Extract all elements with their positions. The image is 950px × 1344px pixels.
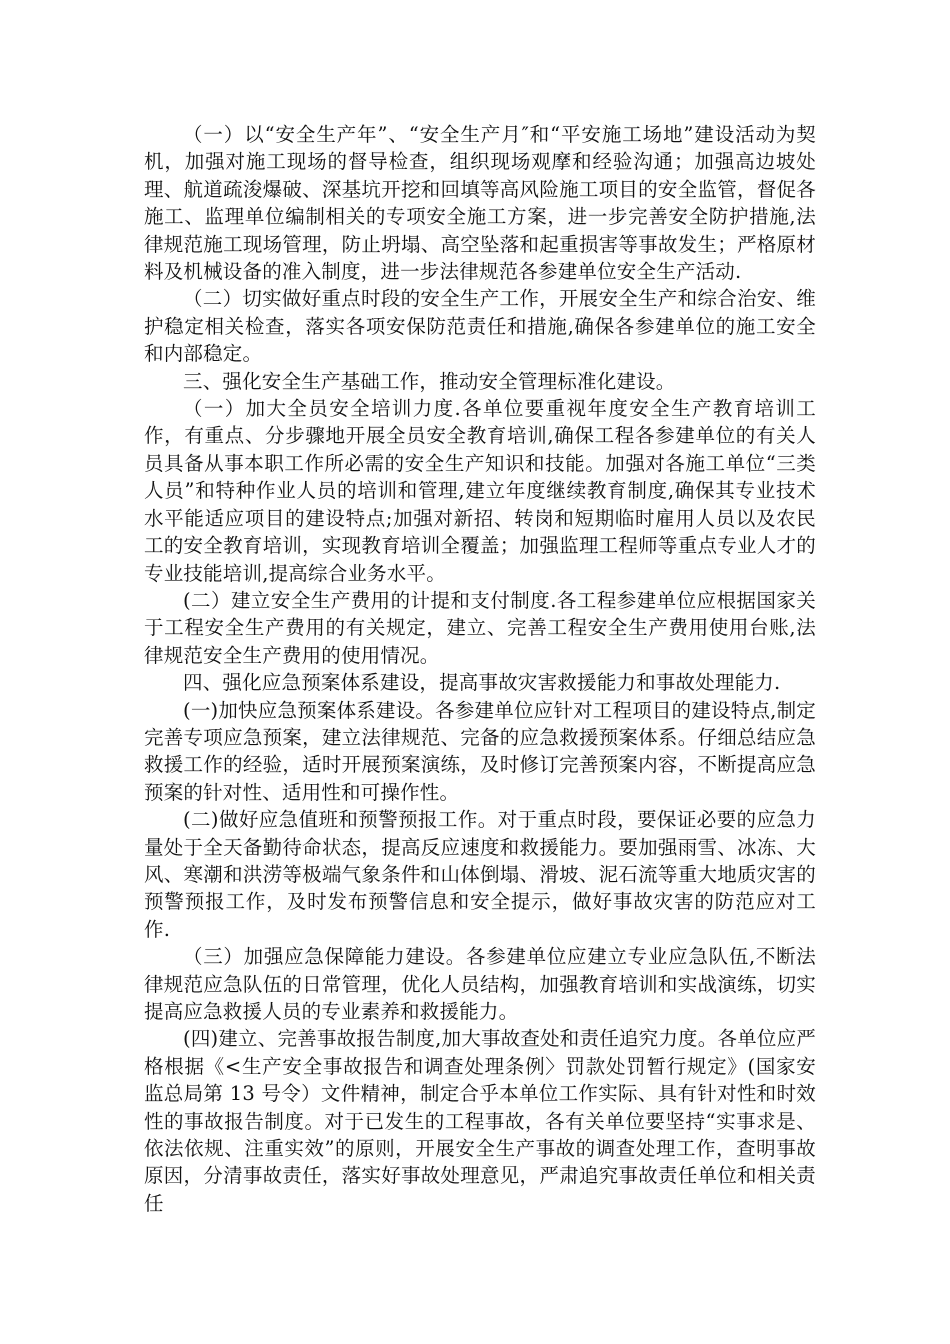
- paragraph-9: （三）加强应急保障能力建设。各参建单位应建立专业应急队伍,不断法律规范应急队伍的日常管理，优化人员结构，加强教育培训和实战演练，切实提高应急救援人员的专业素养和救援能力。: [144, 945, 816, 1023]
- paragraph-7: (一)加快应急预案体系建设。各参建单位应针对工程项目的建设特点,制定完善专项应急预案，建立法律规范、完备的应急救援预案体系。仔细总结应急救援工作的经验，适时开展预案演练，及时修订完善预案内容，不断提高应急预案的针对性、适用性和可操作性。: [144, 698, 816, 804]
- paragraph-4: （一）加大全员安全培训力度.各单位要重视年度安全生产教育培训工作，有重点、分步骤地开展全员安全教育培训,确保工程各参建单位的有关人员具备从事本职工作所必需的安全生产知识和技能。加强对各施工单位“三类人员”和特种作业人员的培训和管理,建立年度继续教育制度,确保其专业技术水平能适应项目的建设特点;加强对新招、转岗和短期临时雇用人员以及农民工的安全教育培训，实现教育培训全覆盖；加强监理工程师等重点专业人才的专业技能培训,提高综合业务水平。: [144, 397, 816, 585]
- paragraph-8: (二)做好应急值班和预警预报工作。对于重点时段，要保证必要的应急力量处于全天备勤待命状态，提高反应速度和救援能力。要加强雨雪、冰冻、大风、寒潮和洪涝等极端气象条件和山体倒塌、滑坡、泥石流等重大地质灾害的预警预报工作，及时发布预警信息和安全提示，做好事故灾害的防范应对工作.: [144, 808, 816, 941]
- section-heading-4: 四、强化应急预案体系建设，提高事故灾害救援能力和事故处理能力.: [183, 671, 781, 695]
- section-heading-3: 三、强化安全生产基础工作，推动安全管理标准化建设。: [183, 369, 676, 393]
- paragraph-5: (二）建立安全生产费用的计提和支付制度.各工程参建单位应根据国家关于工程安全生产费用的有关规定，建立、完善工程安全生产费用使用台账,法律规范安全生产费用的使用情况。: [144, 588, 816, 667]
- paragraph-1: （一）以“安全生产年”、“安全生产月″和“平安施工场地”建设活动为契机，加强对施工现场的督导检查，组织现场观摩和经验沟通；加强高边坡处理、航道疏浚爆破、深基坑开挖和回填等高风险施工项目的安全监管，督促各施工、监理单位编制相关的专项安全施工方案，进一步完善安全防护措施,法律规范施工现场管理，防止坍塌、高空坠落和起重损害等事故发生；严格原材料及机械设备的准入制度，进一步法律规范各参建单位安全生产活动.: [144, 123, 816, 284]
- paragraph-10: (四)建立、完善事故报告制度,加大事故查处和责任追究力度。各单位应严格根据《<生产安全事故报告和调查处理条例〉罚款处罚暂行规定》(国家安监总局第 13 号令）文件精神，制定合乎本单位工作实际、具有针对性和时效性的事故报告制度。对于已发生的工程事故，各有关单位要坚持“实事求是、依法依规、注重实效”的原则，开展安全生产事故的调查处理工作，查明事故原因，分清事故责任，落实好事故处理意见，严肃追究事故责任单位和相关责任: [144, 1027, 816, 1215]
- paragraph-2: （二）切实做好重点时段的安全生产工作，开展安全生产和综合治安、维护稳定相关检查，落实各项安保防范责任和措施,确保各参建单位的施工安全和内部稳定。: [144, 287, 816, 366]
- document-body: [144, 121, 816, 1217]
